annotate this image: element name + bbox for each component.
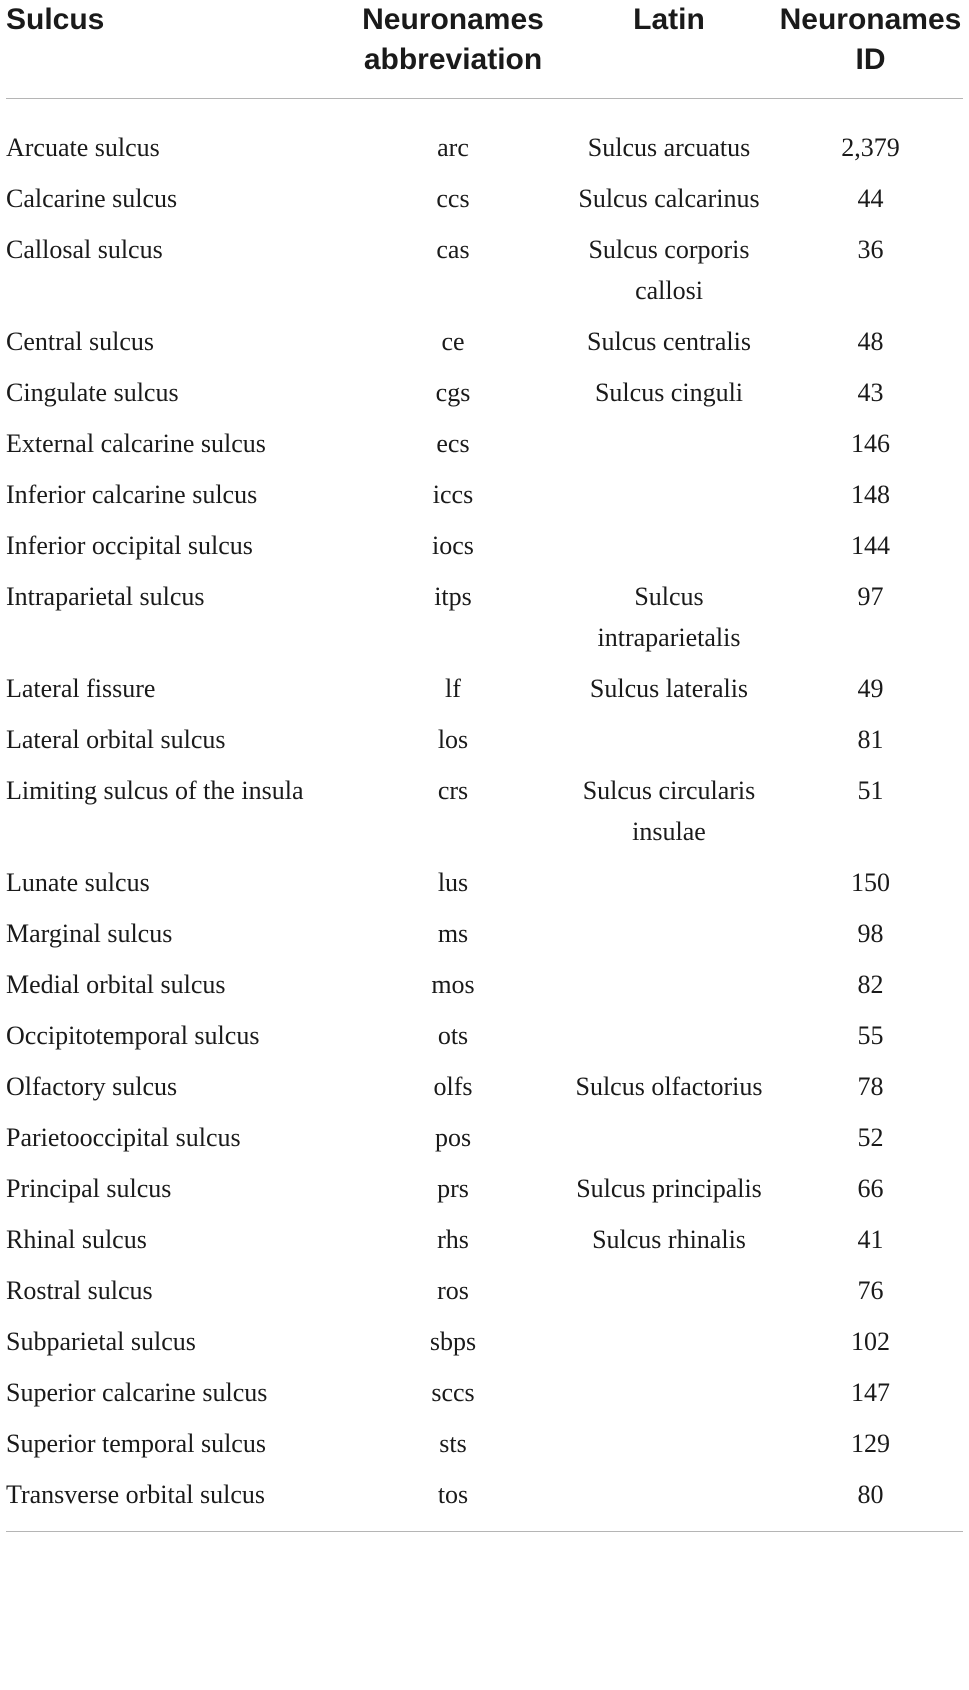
cell-id: 97 (857, 582, 884, 611)
cell-sulcus: Intraparietal sulcus (6, 582, 205, 611)
cell-sulcus: Subparietal sulcus (6, 1327, 196, 1356)
cell-latin (560, 862, 778, 913)
cell-abbreviation: arc (437, 133, 469, 162)
cell-abbreviation: lf (445, 674, 461, 703)
table-body (6, 99, 963, 1532)
cell-id: 148 (851, 480, 890, 509)
cell-sulcus: Principal sulcus (6, 1174, 172, 1203)
cell-latin (560, 525, 778, 576)
cell-abbreviation: iccs (432, 480, 474, 509)
table-row (6, 1168, 963, 1219)
table-row (6, 668, 963, 719)
cell-id: 49 (857, 674, 884, 703)
cell-sulcus: Inferior calcarine sulcus (6, 480, 258, 509)
cell-id: 78 (857, 1072, 884, 1101)
cell-abbreviation: sccs (431, 1378, 475, 1407)
cell-id: 52 (857, 1123, 884, 1152)
cell-abbreviation: itps (434, 582, 472, 611)
cell-sulcus: Arcuate sulcus (6, 133, 160, 162)
cell-latin: Sulcus lateralis (589, 674, 749, 703)
cell-latin: Sulcus rhinalis (592, 1225, 746, 1254)
cell-latin: Sulcus corporis callosi (588, 235, 750, 305)
cell-latin (560, 913, 778, 964)
cell-abbreviation: tos (346, 1474, 560, 1532)
table-row (6, 719, 963, 770)
table-row (6, 1423, 963, 1474)
cell-sulcus: Parietooccipital sulcus (6, 1123, 241, 1152)
cell-latin (560, 1372, 778, 1423)
table-row (6, 862, 963, 913)
cell-latin: Sulcus olfactorius (575, 1072, 763, 1101)
cell-sulcus: Cingulate sulcus (6, 378, 179, 407)
cell-latin (560, 1117, 778, 1168)
header-row (6, 0, 963, 99)
cell-latin (560, 1423, 778, 1474)
cell-latin (560, 1270, 778, 1321)
table-row (6, 423, 963, 474)
cell-sulcus: Superior calcarine sulcus (6, 1378, 268, 1407)
header-id-line2: ID (855, 43, 886, 76)
cell-latin (560, 964, 778, 1015)
table-row (6, 1117, 963, 1168)
cell-id: 146 (851, 429, 890, 458)
table-row (6, 1219, 963, 1270)
header-latin: Latin (560, 0, 778, 99)
cell-abbreviation: cgs (435, 378, 471, 407)
sulcus-table (6, 0, 963, 1532)
cell-sulcus: Rostral sulcus (6, 1276, 153, 1305)
cell-sulcus: Transverse orbital sulcus (6, 1474, 346, 1532)
cell-sulcus: Lateral orbital sulcus (6, 725, 226, 754)
cell-id: 102 (851, 1327, 890, 1356)
cell-sulcus: Marginal sulcus (6, 919, 173, 948)
cell-latin: Sulcus principalis (576, 1174, 762, 1203)
cell-abbreviation: cas (436, 235, 470, 264)
cell-id: 81 (857, 725, 884, 754)
header-id-line1: Neuronames (779, 3, 962, 36)
cell-id: 43 (857, 378, 884, 407)
table-row (6, 525, 963, 576)
cell-sulcus: External calcarine sulcus (6, 429, 266, 458)
cell-sulcus: Calcarine sulcus (6, 184, 178, 213)
table-row (6, 372, 963, 423)
cell-sulcus: Limiting sulcus of the insula (6, 776, 304, 805)
table-row (6, 474, 963, 525)
cell-sulcus: Olfactory sulcus (6, 1072, 178, 1101)
cell-abbreviation: lus (437, 868, 469, 897)
cell-sulcus: Inferior occipital sulcus (6, 531, 253, 560)
cell-id: 2,379 (841, 133, 900, 162)
cell-id: 48 (857, 327, 884, 356)
cell-latin: Sulcus circularis insulae (582, 776, 756, 846)
cell-latin (560, 719, 778, 770)
cell-abbreviation: ecs (436, 429, 470, 458)
cell-abbreviation: ots (437, 1021, 469, 1050)
cell-sulcus: Rhinal sulcus (6, 1225, 147, 1254)
cell-id: 41 (857, 1225, 884, 1254)
cell-abbreviation: sts (439, 1429, 467, 1458)
cell-id: 76 (857, 1276, 884, 1305)
cell-id: 147 (851, 1378, 890, 1407)
table-row (6, 1372, 963, 1423)
cell-latin (560, 1474, 778, 1532)
cell-sulcus: Central sulcus (6, 327, 155, 356)
cell-sulcus: Callosal sulcus (6, 235, 163, 264)
cell-id: 82 (857, 970, 884, 999)
cell-abbreviation: ccs (436, 184, 470, 213)
cell-latin (560, 423, 778, 474)
cell-id: 66 (857, 1174, 884, 1203)
cell-sulcus: Superior temporal sulcus (6, 1429, 266, 1458)
cell-abbreviation: prs (437, 1174, 469, 1203)
cell-latin: Sulcus calcarinus (578, 184, 760, 213)
cell-latin (560, 474, 778, 525)
table-header (6, 0, 963, 99)
cell-abbreviation: los (437, 725, 469, 754)
cell-latin (560, 1015, 778, 1066)
cell-abbreviation: rhs (437, 1225, 469, 1254)
cell-id: 144 (851, 531, 890, 560)
table-row (6, 1015, 963, 1066)
header-sulcus: Sulcus (6, 0, 346, 99)
sulcus-table-container (6, 0, 963, 1532)
cell-id: 150 (851, 868, 890, 897)
cell-abbreviation: ce (441, 327, 465, 356)
table-row (6, 1474, 963, 1532)
cell-id: 129 (851, 1429, 890, 1458)
cell-id: 80 (778, 1474, 963, 1532)
header-id (778, 0, 963, 99)
cell-abbreviation: ros (437, 1276, 469, 1305)
table-row (6, 229, 963, 321)
cell-latin: Sulcus arcuatus (587, 133, 751, 162)
cell-sulcus: Occipitotemporal sulcus (6, 1021, 260, 1050)
table-row (6, 178, 963, 229)
cell-id: 51 (857, 776, 884, 805)
cell-abbreviation: pos (434, 1123, 472, 1152)
cell-abbreviation: iocs (432, 531, 474, 560)
cell-sulcus: Medial orbital sulcus (6, 970, 226, 999)
table-row (6, 964, 963, 1015)
cell-id: 98 (857, 919, 884, 948)
cell-latin (560, 1321, 778, 1372)
table-row (6, 576, 963, 668)
cell-latin: Sulcus centralis (587, 327, 751, 356)
table-row (6, 1066, 963, 1117)
cell-id: 55 (857, 1021, 884, 1050)
cell-abbreviation: mos (431, 970, 475, 999)
cell-sulcus: Lateral fissure (6, 674, 156, 703)
cell-abbreviation: crs (437, 776, 469, 805)
cell-sulcus: Lunate sulcus (6, 868, 150, 897)
cell-latin: Sulcus intraparietalis (597, 582, 741, 652)
table-row (6, 99, 963, 179)
table-row (6, 1270, 963, 1321)
table-row (6, 770, 963, 862)
header-abbreviation-line1: Neuronames (362, 3, 544, 36)
cell-abbreviation: sbps (429, 1327, 477, 1356)
cell-abbreviation: olfs (433, 1072, 473, 1101)
cell-abbreviation: ms (437, 919, 469, 948)
cell-latin: Sulcus cinguli (594, 378, 744, 407)
table-row (6, 1321, 963, 1372)
cell-id: 36 (857, 235, 884, 264)
header-abbreviation (346, 0, 560, 99)
table-row (6, 913, 963, 964)
header-abbreviation-line2: abbreviation (363, 43, 543, 76)
table-row (6, 321, 963, 372)
cell-id: 44 (857, 184, 884, 213)
